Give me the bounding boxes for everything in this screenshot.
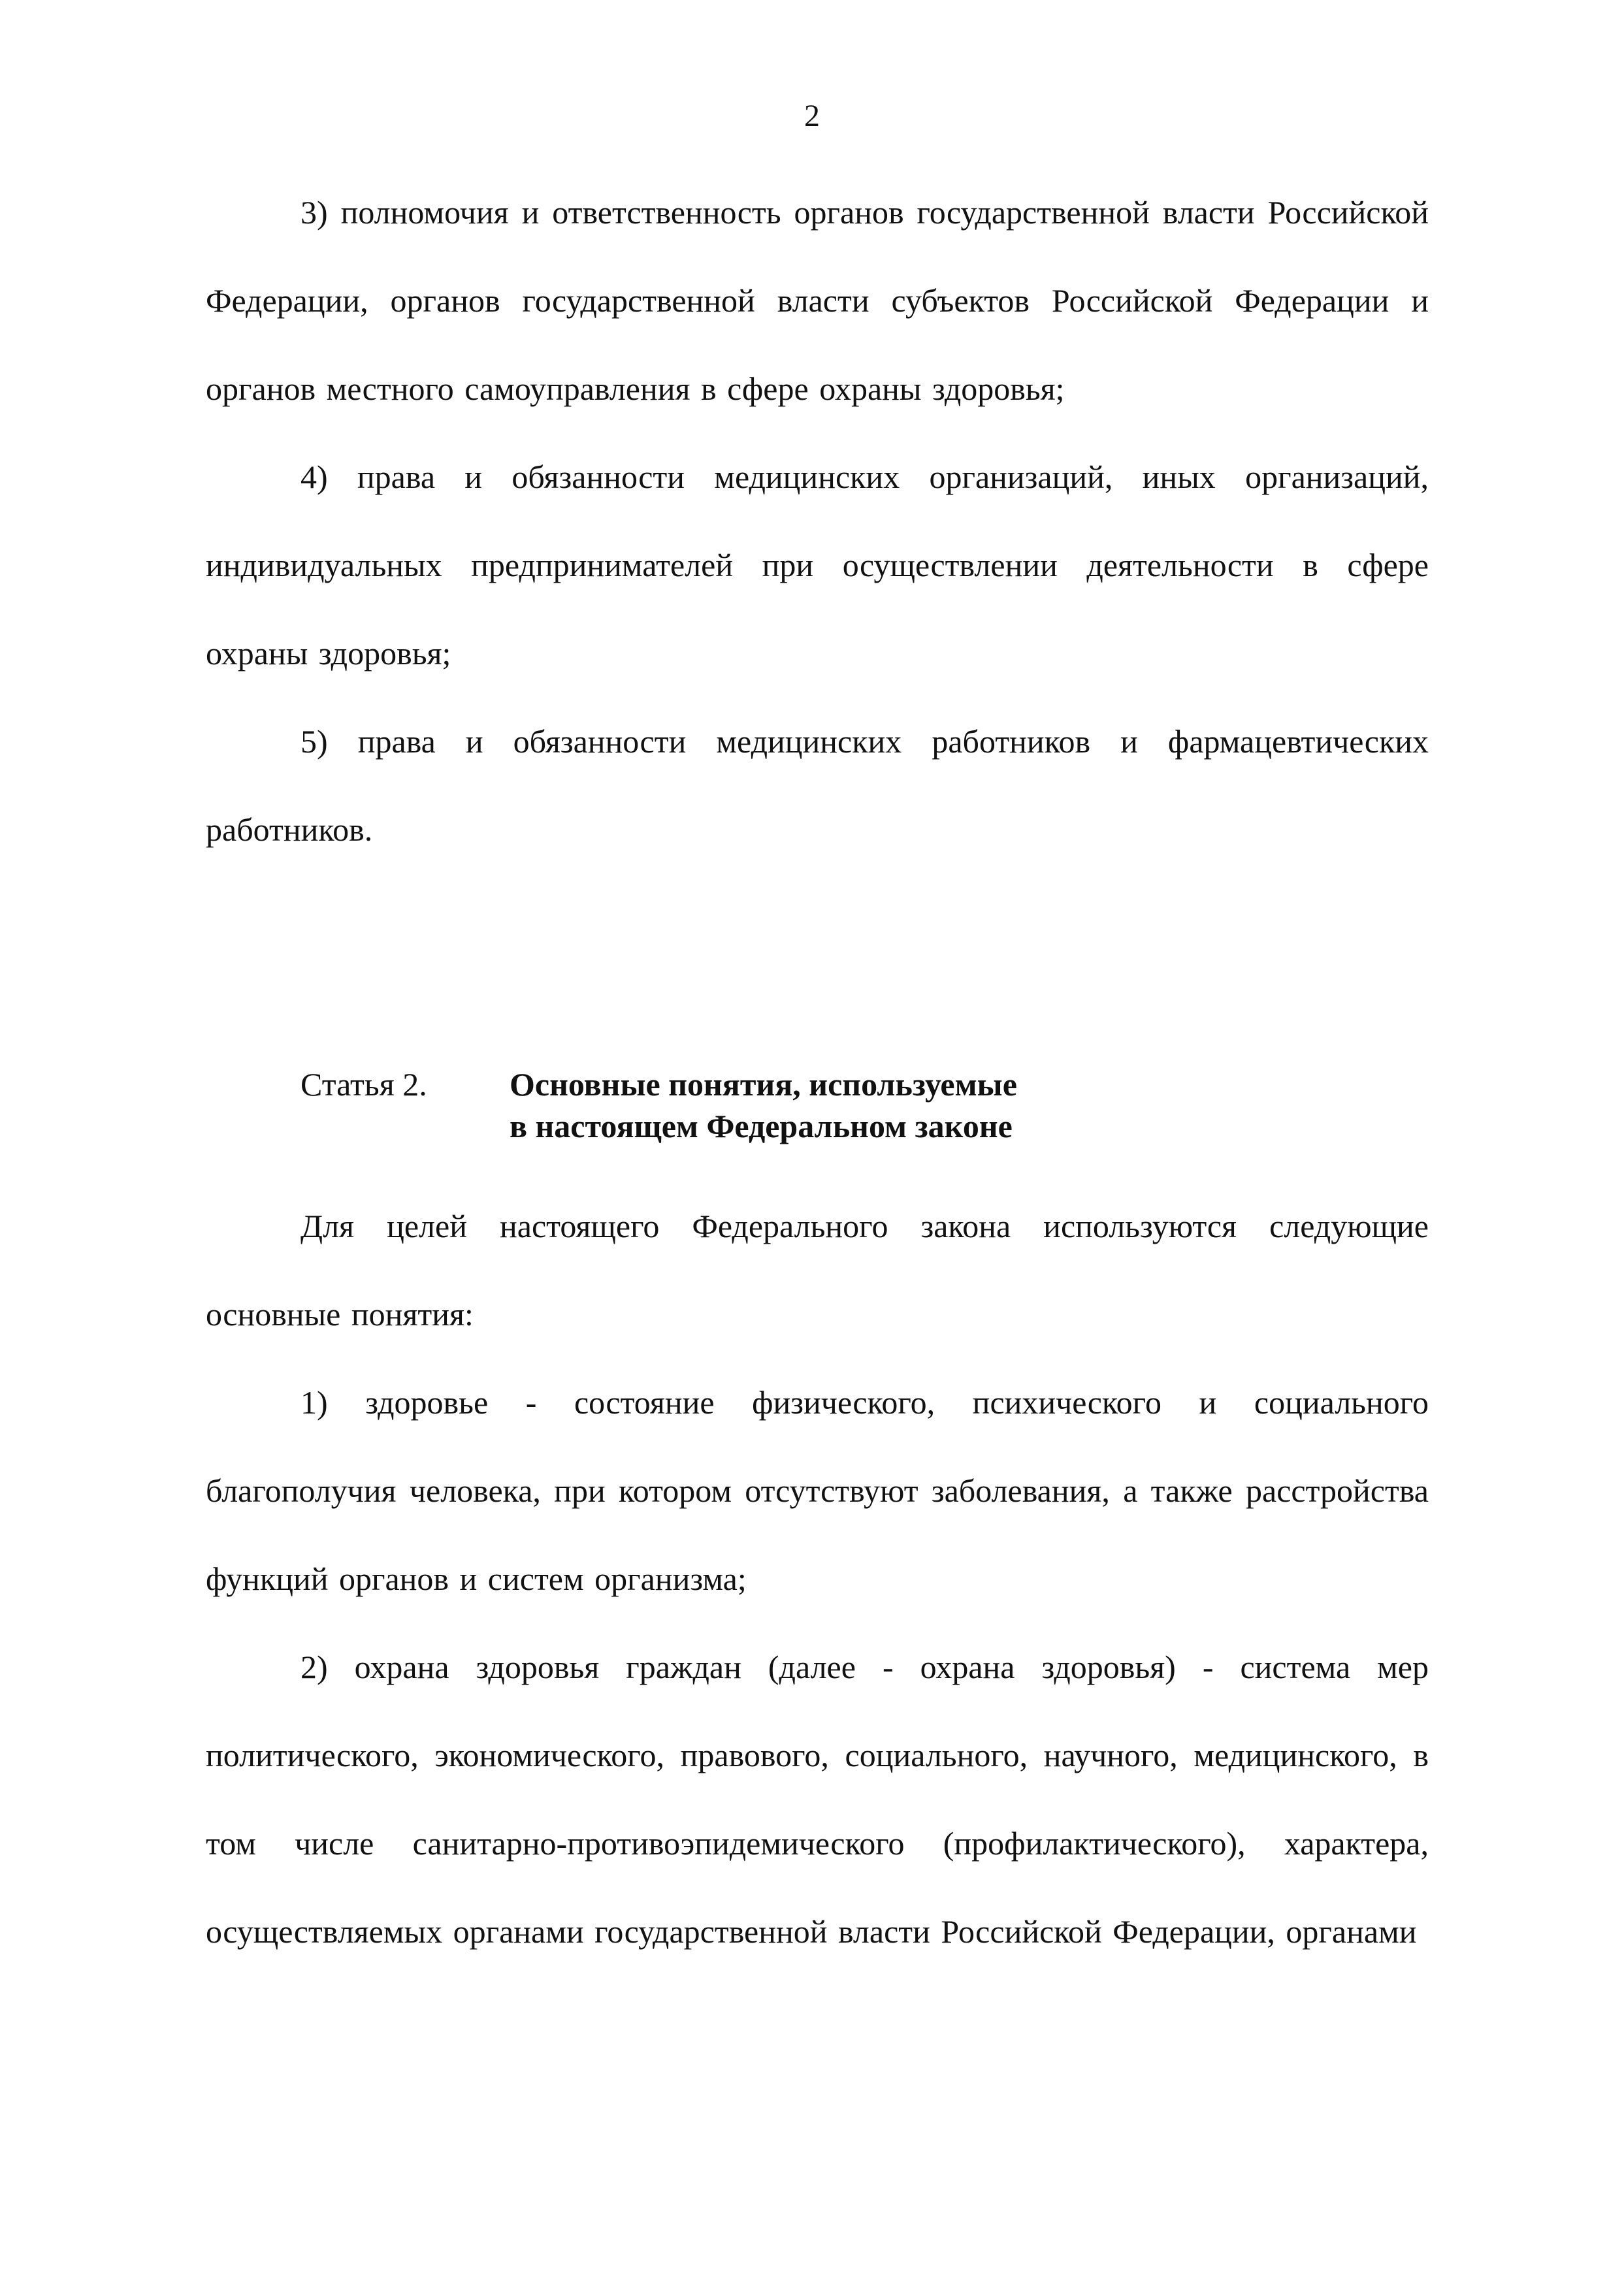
article-title xyxy=(510,1063,1359,1147)
article-title-line-1: Основные понятия, используемые xyxy=(510,1066,1017,1103)
paragraph-item-4: 4) права и обязанности медицинских организаций, иных организаций, индивидуальных предпринимателей при осуществлении деятельности в сфере охраны здоровья; xyxy=(206,459,1429,671)
definition-item-2: 2) охрана здоровья граждан (далее - охрана здоровья) - система мер политического, экономического, правового, социального, научного, медицинского, в том числе санитарно-противоэпидемического (профилактического), характера, осуществляемых органами государственной власти Российской Федерации, органами xyxy=(206,1649,1429,1950)
paragraph-item-5: 5) права и обязанности медицинских работников и фармацевтических работников. xyxy=(206,723,1429,848)
article-number: Статья 2. xyxy=(300,1066,427,1103)
page-number: 2 xyxy=(804,99,820,133)
definitions-list xyxy=(206,1182,1429,1976)
article-title-line-2: в настоящем Федеральном законе xyxy=(510,1108,1013,1144)
definition-item-1: 1) здоровье - состояние физического, психического и социального благополучия человека, при котором отсутствуют заболевания, а также расстройства функций органов и систем организма; xyxy=(206,1384,1429,1597)
provisions-list xyxy=(206,169,1429,874)
paragraph-item-3: 3) полномочия и ответственность органов государственной власти Российской Федерации, органов государственной власти субъектов Российской Федерации и органов местного самоуправления в сфере охраны здоровья; xyxy=(206,194,1429,407)
definitions-intro: Для целей настоящего Федерального закона используются следующие основные понятия: xyxy=(206,1208,1429,1333)
